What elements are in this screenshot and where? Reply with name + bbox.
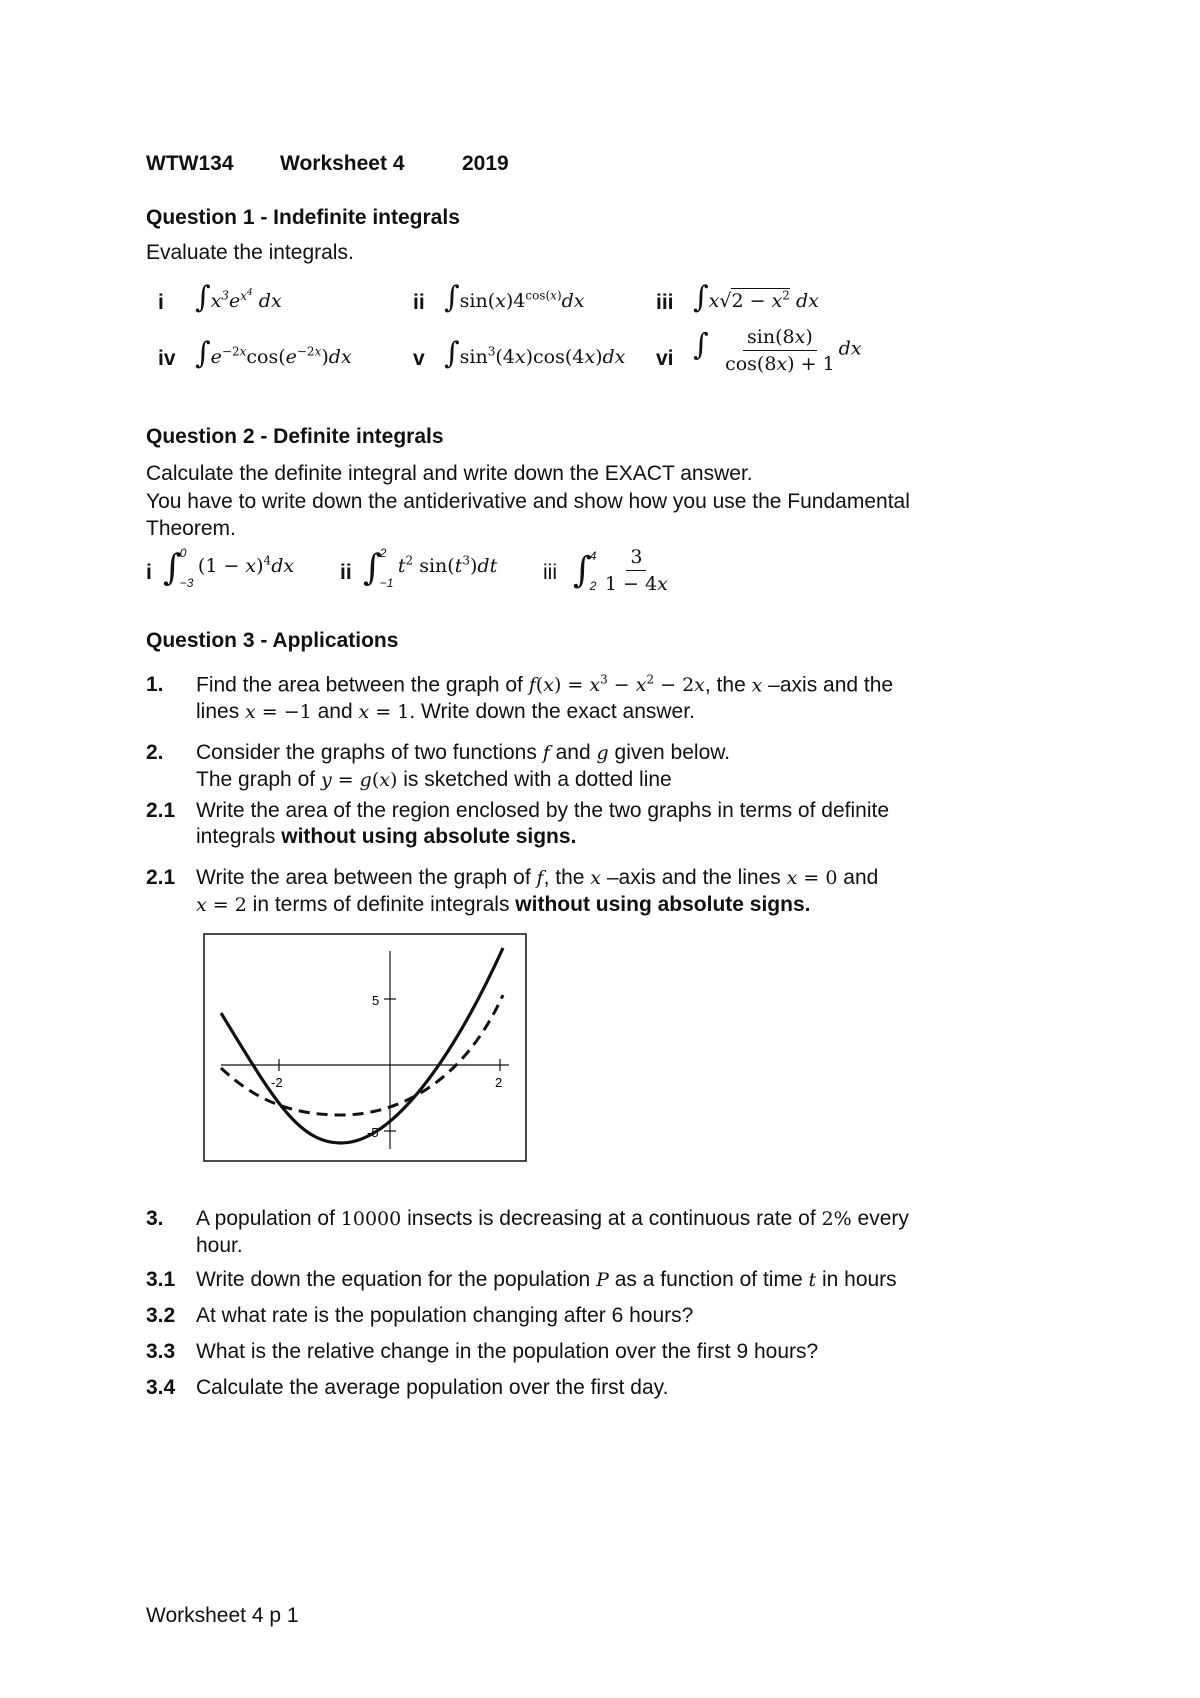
q3-item33-text: What is the relative change in the population over the first 9 hours? [196, 1340, 819, 1363]
q1-integral-ii: $\int\sin(x)4^{cos(x)}dx$ [444, 280, 585, 315]
q3-item2-number: 2. [146, 741, 164, 764]
q3-item34-number: 3.4 [146, 1376, 176, 1399]
q3-item22-number: 2.1 [146, 866, 176, 889]
q3-item21-line2: integrals without using absolute signs. [196, 825, 577, 848]
q3-item31-number: 3.1 [146, 1268, 176, 1291]
q3-item1-line1: Find the area between the graph of $f(x) = x^3 - x^2 - 2x$, the x –axis and the [196, 673, 894, 697]
q3-item21-number: 2.1 [146, 799, 176, 822]
q3-item31-text: Write down the equation for the population P as a function of time t in hours [196, 1268, 897, 1291]
q1-integral-iii: $\int x√2 - x^2$ dx [693, 280, 819, 315]
q1-integral-vi: ∫ $\frac{\sin(8x)}{\cos(8x) + 1}$ dx [693, 326, 862, 375]
q1-heading: Question 1 - Indefinite integrals [146, 206, 460, 229]
ytick-label-5: 5 [372, 993, 380, 1008]
q3-item2-line1: Consider the graphs of two functions f and g given below. [196, 741, 731, 764]
q2-label-i: i [146, 561, 152, 584]
q1-integral-iv: $\int e^{-2x}\cos(e^{-2x})dx$ [195, 336, 352, 371]
q1-integral-i: $\int x^3e^{x^4}$ dx [195, 280, 282, 315]
graph-g-dashed-curve [221, 995, 503, 1115]
q3-item32-text: At what rate is the population changing after 6 hours? [196, 1304, 694, 1327]
header-year: 2019 [462, 152, 509, 175]
page-footer: Worksheet 4 p 1 [146, 1604, 299, 1627]
q3-item21-line1: Write the area of the region enclosed by the two graphs in terms of definite [196, 799, 889, 822]
q3-item34-text: Calculate the average population over the first day. [196, 1376, 669, 1399]
q2-line1: Calculate the definite integral and write down the EXACT answer. [146, 462, 753, 485]
q1-label-i: i [158, 291, 164, 314]
q1-label-iii: iii [656, 291, 674, 314]
q2-integral-iii: ∫ 4 2 $\frac{3}{1 - 4x}$ [573, 546, 668, 595]
q3-item3-number: 3. [146, 1207, 164, 1230]
q3-item1-number: 1. [146, 673, 164, 696]
q1-label-ii: ii [413, 291, 425, 314]
q3-heading: Question 3 - Applications [146, 629, 399, 652]
xtick-label-neg2: -2 [271, 1075, 283, 1090]
q1-label-iv: iv [158, 347, 176, 370]
xtick-label-2: 2 [495, 1075, 503, 1090]
function-graph [203, 933, 528, 1163]
q3-item22-line1: Write the area between the graph of f, the x –axis and the lines x = 0 and [196, 866, 879, 889]
graph-frame [204, 934, 526, 1161]
q2-integral-i: ∫ 0 −3 $(1 - x)^4dx$ [163, 546, 295, 590]
q3-item1-line2: lines x = −1 and x = 1. Write down the exact answer. [196, 700, 695, 723]
q2-line3: Theorem. [146, 517, 236, 540]
q1-instruction: Evaluate the integrals. [146, 241, 354, 264]
header-title: Worksheet 4 [280, 152, 405, 175]
q3-item22-line2: x = 2 in terms of definite integrals without using absolute signs. [196, 893, 811, 916]
q3-item32-number: 3.2 [146, 1304, 176, 1327]
q1-integral-v: $\int\sin^3(4x)\cos(4x)dx$ [444, 336, 626, 371]
q2-label-iii: iii [543, 561, 557, 584]
q2-heading: Question 2 - Definite integrals [146, 425, 444, 448]
ytick-label-neg5: -5 [367, 1125, 379, 1140]
q3-item2-line2: The graph of y = g(x) is sketched with a dotted line [196, 768, 672, 791]
q3-item3-line1: A population of 10000 insects is decreasing at a continuous rate of 2% every [196, 1207, 909, 1230]
q3-item33-number: 3.3 [146, 1340, 176, 1363]
q1-label-v: v [413, 347, 425, 370]
q2-line2: You have to write down the antiderivative and show how you use the Fundamental [146, 490, 910, 513]
q2-label-ii: ii [340, 561, 352, 584]
q3-item3-line2: hour. [196, 1234, 243, 1257]
header-course: WTW134 [146, 152, 234, 175]
q2-integral-ii: ∫ 2 −1 $t^2$ $\sin(t^3)dt$ [363, 546, 498, 590]
q1-label-vi: vi [656, 347, 674, 370]
